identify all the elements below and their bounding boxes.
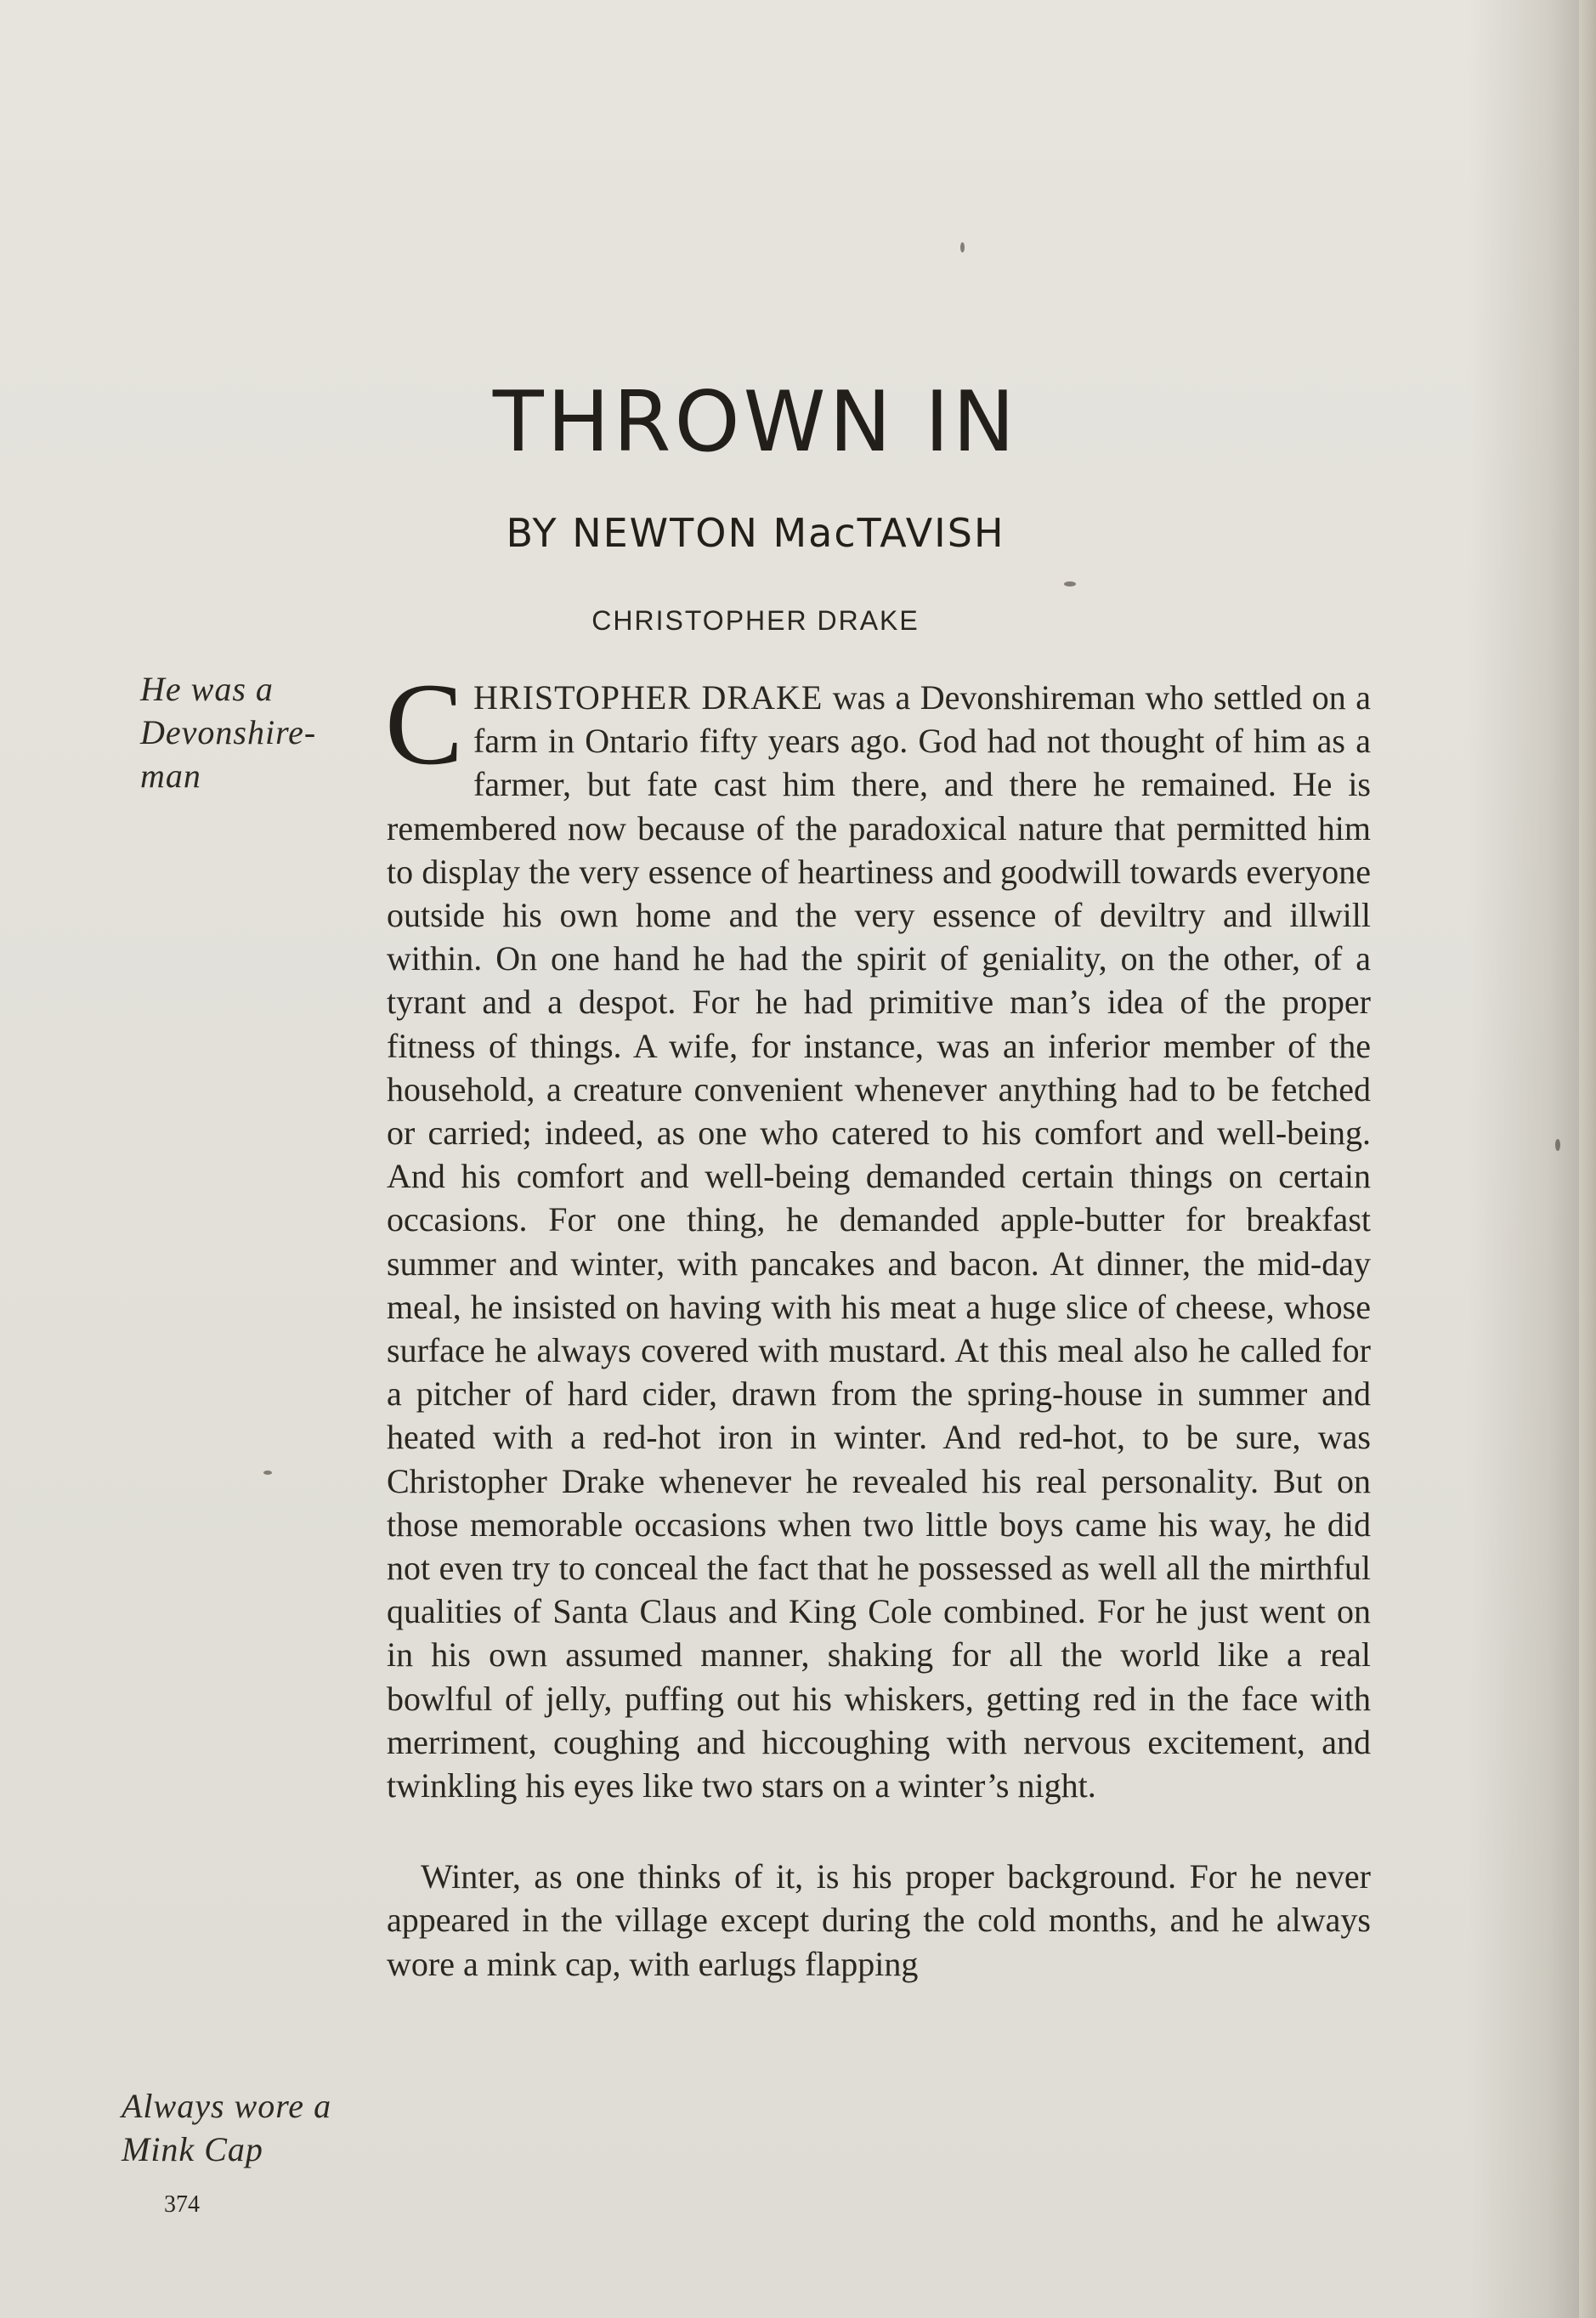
paragraph-text: was a Devonshireman who settled on a farm in Ontario fifty years ago. God had not thought of him as a farmer, but fate cast him there, and there he remained. He is remembered now because of the paradoxical nature that permitted him to display the very essence of heartiness and goodwill towards everyone outside his own home and the very essence of deviltry and illwill within. On one hand he had the spirit of geniality, on the other, of a tyrant and a despot. For he had primitive man’s idea of the proper fitness of things. A wife, for instance, was an inferior member of the household, a creature convenient whenever anything had to be fetched or carried; indeed, as one who catered to his comfort and well-being. And his comfort and well-being demanded certain things on certain occasions. For one thing, he demanded apple-butter for breakfast summer and winter, with pancakes and bacon. At dinner, the mid-day meal, he insisted on having with his meat a huge slice of cheese, whose surface he always covered with mustard. At this meal also he called for a pitcher of hard cider, drawn from the spring-house in summer and heated with a red-hot iron in winter. And red-hot, to be sure, was Christopher Drake whenever he revealed his real personality. But on those memorable occasions when two little boys came his way, he did not even try to conceal the fact that he possessed as well all the mirthful qualities of Santa Claus and King Cole combined. For he just went on in his own assumed manner, shaking for all the world like a real bowlful of jelly, puffing out his whiskers, getting red in the face with merriment, coughing and hiccoughing with nervous excitement, and twinkling his eyes like two stars on a winter’s night. — [387, 678, 1372, 1805]
page-number: 374 — [164, 2191, 200, 2218]
paper-speck — [1064, 581, 1076, 587]
lead-in-caps: HRISTOPHER DRAKE — [473, 678, 823, 717]
paragraph — [385, 659, 1372, 1807]
section-heading: CHRISTOPHER DRAKE — [591, 605, 920, 636]
paragraph: Winter, as one thinks of it, is his proper background. For he never appeared in the village except during the cold months, and he always wore a mink cap, with earlugs flapping — [387, 1857, 1371, 1983]
drop-cap: C — [385, 659, 464, 789]
paper-speck — [1555, 1139, 1560, 1151]
article-body — [385, 659, 1372, 1986]
author-byline: BY NEWTON MacTAVISH — [506, 510, 1005, 556]
article-title: THROWN IN — [492, 374, 1019, 471]
margin-note-devonshireman: He was a Devonshire-man — [140, 670, 317, 795]
paper-speck — [960, 242, 965, 252]
paper-speck — [263, 1471, 272, 1475]
page-edge-shadow — [1579, 0, 1596, 2318]
margin-note-mink-cap: Always wore a Mink Cap — [122, 2087, 332, 2168]
